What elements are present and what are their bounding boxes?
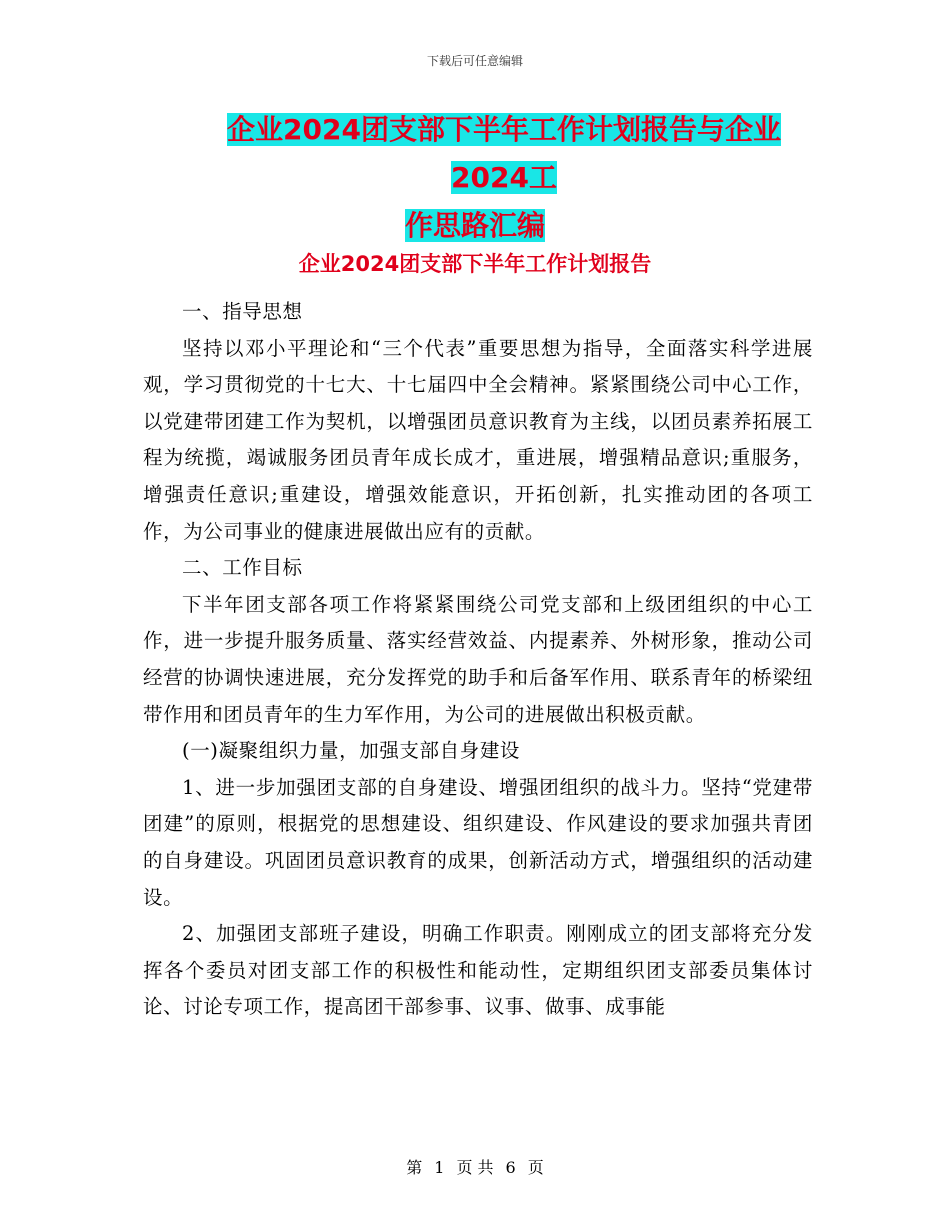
page-footer bbox=[0, 1155, 950, 1178]
paragraph: 2、加强团支部班子建设，明确工作职责。刚刚成立的团支部将充分发挥各个委员对团支部工作的积极性和能动性，定期组织团支部委员集体讨论、讨论专项工作，提高团干部参事、议事、做事、成事能 bbox=[143, 922, 813, 1019]
document-title bbox=[140, 106, 810, 250]
footer-prefix: 第 bbox=[406, 1158, 423, 1177]
footer-middle: 页 共 bbox=[456, 1158, 494, 1177]
subheading: (一)凝聚组织力量，加强支部自身建设 bbox=[182, 739, 521, 763]
heading-guiding-ideology: 一、指导思想 bbox=[182, 300, 303, 323]
heading-work-goals: 二、工作目标 bbox=[182, 556, 303, 580]
paragraph: 1、进一步加强团支部的自身建设、增强团组织的战斗力。坚持“党建带团建”的原则，根据党的思想建设、组织建设、作风建设的要求加强共青团的自身建设。巩固团员意识教育的成果，创新活动方式，增强组织的活动建设。 bbox=[143, 775, 813, 909]
page-number: 1 bbox=[434, 1158, 445, 1177]
page-total: 6 bbox=[505, 1158, 516, 1177]
document-title-line2: 作思路汇编 bbox=[404, 209, 545, 242]
header-note: 下载后可任意编辑 bbox=[426, 54, 523, 68]
footer-suffix: 页 bbox=[527, 1158, 544, 1177]
paragraph: 下半年团支部各项工作将紧紧围绕公司党支部和上级团组织的中心工作，进一步提升服务质量、落实经营效益、内提素养、外树形象，推动公司经营的协调快速进展，充分发挥党的助手和后备军作用、联系青年的桥梁纽带作用和团员青年的生力军作用，为公司的进展做出积极贡献。 bbox=[143, 592, 813, 726]
section-title: 企业2024团支部下半年工作计划报告 bbox=[298, 252, 652, 276]
document-title-line1: 企业2024团支部下半年工作计划报告与企业2024工 bbox=[227, 113, 781, 194]
document-body bbox=[143, 294, 813, 1026]
paragraph: 坚持以邓小平理论和“三个代表”重要思想为指导，全面落实科学进展观，学习贯彻党的十七大、十七届四中全会精神。紧紧围绕公司中心工作，以党建带团建工作为契机，以增强团员意识教育为主线，以团员素养拓展工程为统揽，竭诚服务团员青年成长成才，重进展，增强精品意识;重服务，增强责任意识;重建设，增强效能意识，开拓创新，扎实推动团的各项工作，为公司事业的健康进展做出应有的贡献。 bbox=[143, 336, 813, 543]
